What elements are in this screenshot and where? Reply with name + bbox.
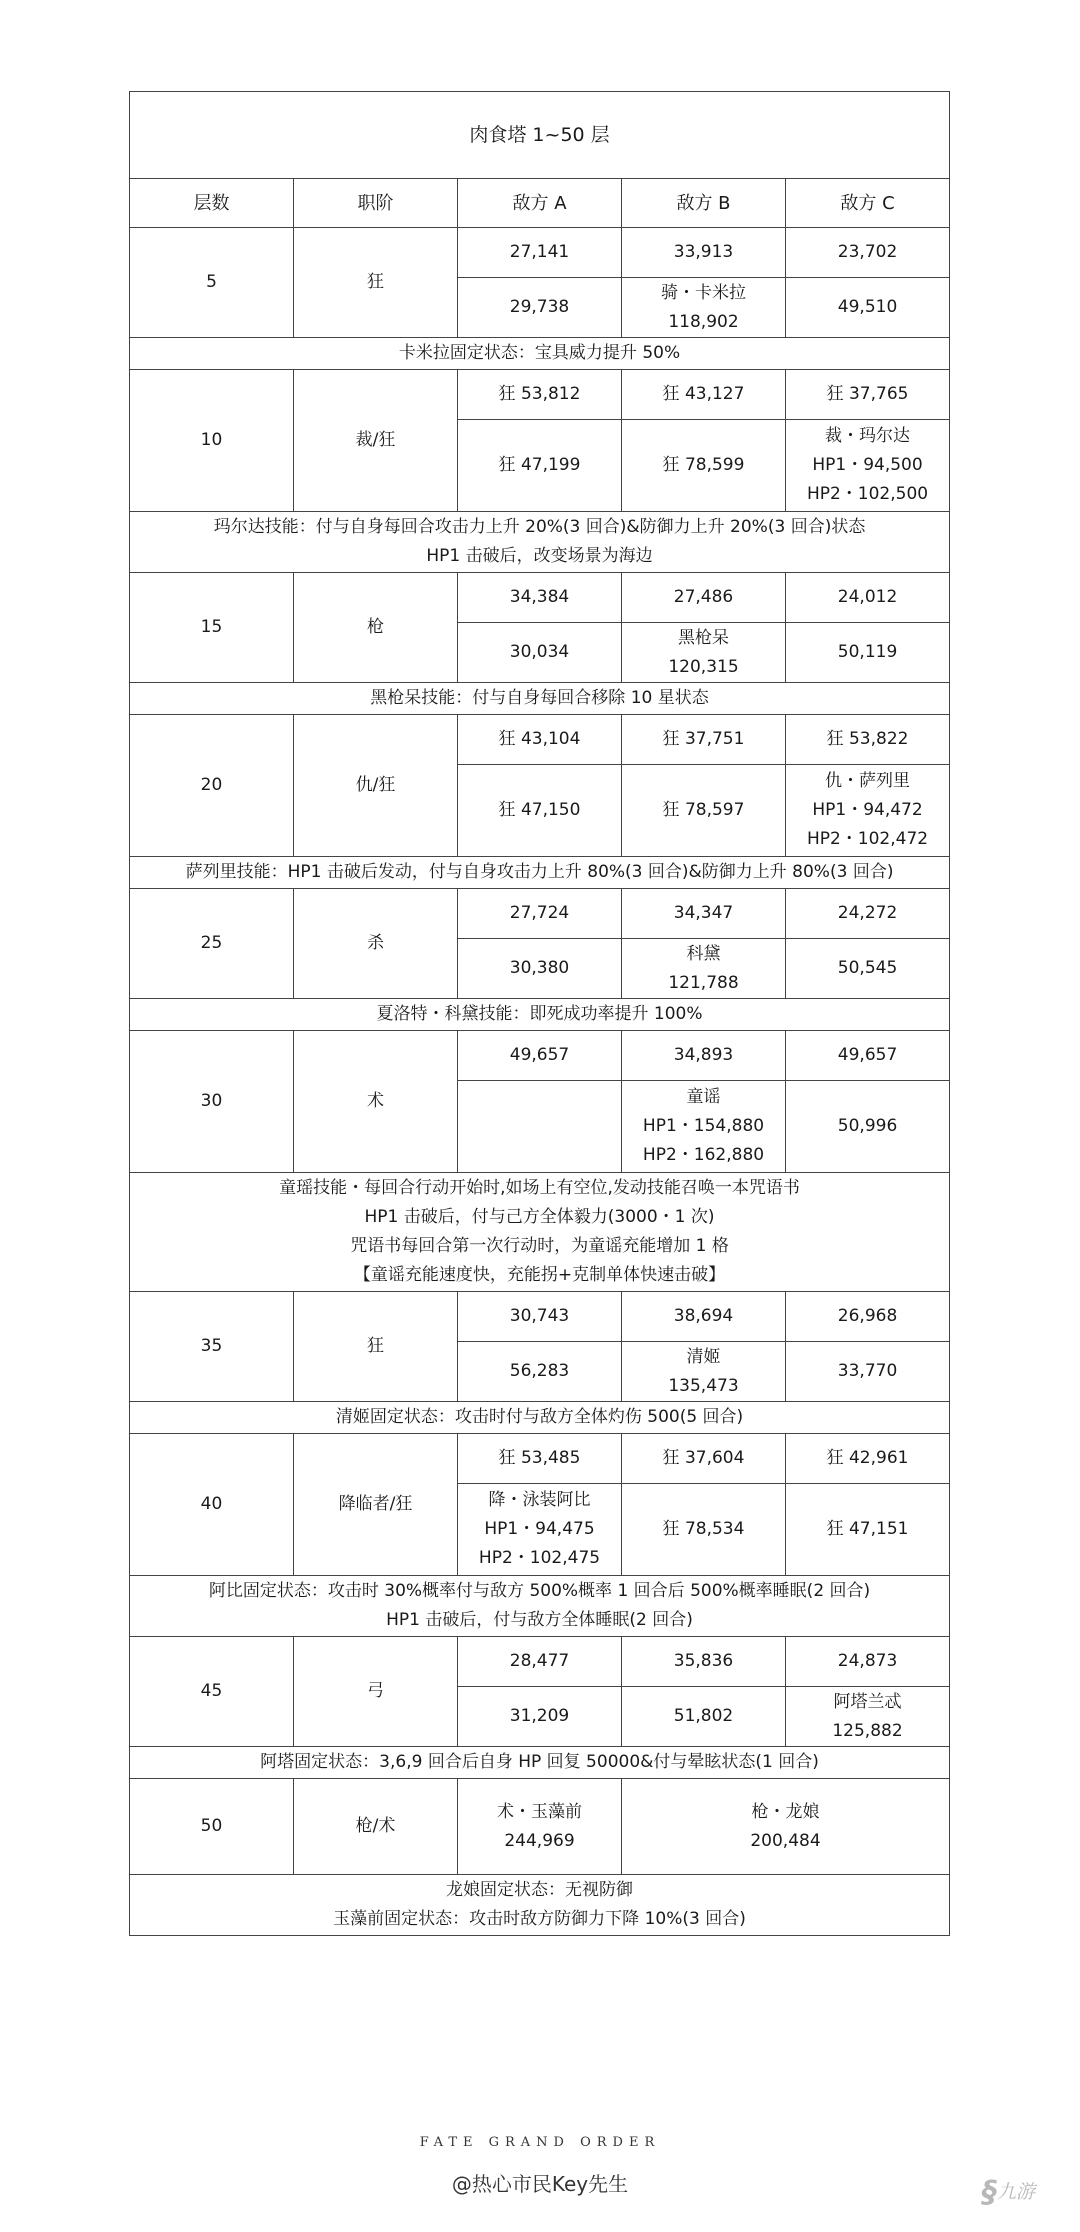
enemy-b-hp: 黑枪呆 120,315 bbox=[622, 623, 786, 683]
enemy-a-hp: 狂 47,199 bbox=[458, 420, 622, 512]
enemy-c-hp: 仇・萨列里 HP1・94,472 HP2・102,472 bbox=[786, 765, 950, 857]
note-line: 咒语书每回合第一次行动时，为童谣充能增加 1 格 bbox=[350, 1236, 729, 1256]
enemy-c-hp: 24,012 bbox=[786, 573, 950, 623]
enemy-c-hp: 狂 47,151 bbox=[786, 1484, 950, 1576]
note-line: 阿比固定状态：攻击时 30%概率付与敌方 500%概率 1 回合后 500%概率睡眠(2 回合) bbox=[208, 1581, 871, 1601]
enemy-a-hp: 31,209 bbox=[458, 1687, 622, 1747]
enemy-a-hp: 49,657 bbox=[458, 1031, 622, 1081]
floor-class: 术 bbox=[294, 1031, 458, 1173]
floor-class: 杀 bbox=[294, 889, 458, 999]
header-enemy-c: 敌方 C bbox=[786, 179, 950, 228]
floor-row bbox=[130, 370, 950, 420]
floor-row bbox=[130, 889, 950, 939]
enemy-a-hp: 30,034 bbox=[458, 623, 622, 683]
note-line: 【童谣充能速度快，充能拐+克制单体快速击破】 bbox=[353, 1265, 726, 1285]
floor-number: 30 bbox=[130, 1031, 294, 1173]
enemy-c-hp: 33,770 bbox=[786, 1342, 950, 1402]
floor-row bbox=[130, 573, 950, 623]
floor-number: 50 bbox=[130, 1779, 294, 1875]
floor-class: 狂 bbox=[294, 1292, 458, 1402]
table-body bbox=[130, 92, 950, 1936]
floor-number: 20 bbox=[130, 715, 294, 857]
enemy-c-hp: 24,272 bbox=[786, 889, 950, 939]
note-line: HP1 击破后，付与己方全体毅力(3000・1 次) bbox=[364, 1207, 715, 1227]
note-row bbox=[130, 1875, 950, 1936]
note-row bbox=[130, 1173, 950, 1292]
fgo-brand-text: FATE GRAND ORDER bbox=[419, 2135, 661, 2150]
enemy-a-hp: 狂 43,104 bbox=[458, 715, 622, 765]
enemy-a-hp: 降・泳装阿比 HP1・94,475 HP2・102,475 bbox=[458, 1484, 622, 1576]
floor-number: 10 bbox=[130, 370, 294, 512]
floor-number: 25 bbox=[130, 889, 294, 999]
note-line: 玛尔达技能：付与自身每回合攻击力上升 20%(3 回合)&防御力上升 20%(3 回合)状态 bbox=[213, 517, 866, 537]
enemy-a-hp: 30,743 bbox=[458, 1292, 622, 1342]
note-line: 玉藻前固定状态：攻击时敌方防御力下降 10%(3 回合) bbox=[333, 1909, 746, 1929]
title-row bbox=[130, 92, 950, 179]
floor-note bbox=[130, 857, 950, 889]
note-line: 黑枪呆技能：付与自身每回合移除 10 星状态 bbox=[370, 688, 709, 708]
floor-row bbox=[130, 715, 950, 765]
floor-number: 35 bbox=[130, 1292, 294, 1402]
enemy-b-hp: 骑・卡米拉 118,902 bbox=[622, 278, 786, 338]
note-line: 萨列里技能：HP1 击破后发动，付与自身攻击力上升 80%(3 回合)&防御力上升 80%(3 回合) bbox=[185, 862, 894, 882]
floor-note bbox=[130, 683, 950, 715]
author-handle: @热心市民Key先生 bbox=[451, 2172, 629, 2196]
enemy-b-hp: 51,802 bbox=[622, 1687, 786, 1747]
floor-class: 枪/术 bbox=[294, 1779, 458, 1875]
enemy-a-hp: 术・玉藻前 244,969 bbox=[458, 1779, 622, 1875]
enemy-c-hp: 26,968 bbox=[786, 1292, 950, 1342]
note-line: 童瑶技能・每回合行动开始时,如场上有空位,发动技能召唤一本咒语书 bbox=[279, 1178, 800, 1198]
enemy-b-hp: 狂 37,604 bbox=[622, 1434, 786, 1484]
note-row bbox=[130, 1576, 950, 1637]
floor-row bbox=[130, 1637, 950, 1687]
note-line: 夏洛特・科黛技能：即死成功率提升 100% bbox=[376, 1004, 703, 1024]
enemy-b-hp: 狂 78,534 bbox=[622, 1484, 786, 1576]
header-row bbox=[130, 179, 950, 228]
floor-class: 狂 bbox=[294, 228, 458, 338]
header-floor: 层数 bbox=[130, 179, 294, 228]
enemy-c-hp: 阿塔兰忒 125,882 bbox=[786, 1687, 950, 1747]
enemy-b-hp: 清姬 135,473 bbox=[622, 1342, 786, 1402]
watermark-text: 九游 bbox=[997, 2181, 1036, 2203]
note-line: 清姬固定状态：攻击时付与敌方全体灼伤 500(5 回合) bbox=[335, 1407, 744, 1427]
enemy-a-hp: 29,738 bbox=[458, 278, 622, 338]
note-row bbox=[130, 999, 950, 1031]
floor-note bbox=[130, 1402, 950, 1434]
note-line: 卡米拉固定状态：宝具威力提升 50% bbox=[398, 343, 681, 363]
enemy-a-hp: 27,141 bbox=[458, 228, 622, 278]
floor-row bbox=[130, 1779, 950, 1875]
floor-number: 45 bbox=[130, 1637, 294, 1747]
note-line: HP1 击破后，改变场景为海边 bbox=[426, 546, 653, 566]
enemy-b-hp: 35,836 bbox=[622, 1637, 786, 1687]
enemy-c-hp: 狂 42,961 bbox=[786, 1434, 950, 1484]
enemy-b-hp: 科黛 121,788 bbox=[622, 939, 786, 999]
enemy-c-hp: 裁・玛尔达 HP1・94,500 HP2・102,500 bbox=[786, 420, 950, 512]
header-class: 职阶 bbox=[294, 179, 458, 228]
enemy-c-hp: 狂 53,822 bbox=[786, 715, 950, 765]
floor-row bbox=[130, 228, 950, 278]
floor-class: 裁/狂 bbox=[294, 370, 458, 512]
enemy-b-hp: 童谣 HP1・154,880 HP2・162,880 bbox=[622, 1081, 786, 1173]
floor-note bbox=[130, 512, 950, 573]
floor-class: 仇/狂 bbox=[294, 715, 458, 857]
floor-note bbox=[130, 1576, 950, 1637]
enemy-c-hp: 50,545 bbox=[786, 939, 950, 999]
enemy-c-hp: 狂 37,765 bbox=[786, 370, 950, 420]
enemy-b-hp: 38,694 bbox=[622, 1292, 786, 1342]
floor-note bbox=[130, 1173, 950, 1292]
note-row bbox=[130, 1402, 950, 1434]
enemy-c-hp: 50,119 bbox=[786, 623, 950, 683]
floor-number: 5 bbox=[130, 228, 294, 338]
header-enemy-a: 敌方 A bbox=[458, 179, 622, 228]
enemy-a-hp: 狂 47,150 bbox=[458, 765, 622, 857]
watermark-logo bbox=[982, 2175, 1052, 2215]
header-enemy-b: 敌方 B bbox=[622, 179, 786, 228]
enemy-c-hp: 50,996 bbox=[786, 1081, 950, 1173]
floor-row bbox=[130, 1031, 950, 1081]
enemy-b-hp: 34,893 bbox=[622, 1031, 786, 1081]
enemy-c-hp: 49,510 bbox=[786, 278, 950, 338]
swirl-icon: § bbox=[982, 2175, 997, 2210]
enemy-a-hp: 28,477 bbox=[458, 1637, 622, 1687]
enemy-b-hp: 狂 43,127 bbox=[622, 370, 786, 420]
enemy-a-hp: 56,283 bbox=[458, 1342, 622, 1402]
floor-number: 15 bbox=[130, 573, 294, 683]
floor-row bbox=[130, 1434, 950, 1484]
enemy-a-hp: 狂 53,812 bbox=[458, 370, 622, 420]
enemy-b-hp: 27,486 bbox=[622, 573, 786, 623]
tower-table bbox=[129, 91, 950, 1936]
enemy-a-hp bbox=[458, 1081, 622, 1173]
note-row bbox=[130, 512, 950, 573]
enemy-b-hp: 33,913 bbox=[622, 228, 786, 278]
note-row bbox=[130, 857, 950, 889]
enemy-b-hp: 狂 37,751 bbox=[622, 715, 786, 765]
enemy-c-hp: 24,873 bbox=[786, 1637, 950, 1687]
enemy-a-hp: 30,380 bbox=[458, 939, 622, 999]
enemy-a-hp: 27,724 bbox=[458, 889, 622, 939]
enemy-b-hp: 狂 78,599 bbox=[622, 420, 786, 512]
note-line: 龙娘固定状态：无视防御 bbox=[446, 1880, 634, 1900]
enemy-b-hp: 狂 78,597 bbox=[622, 765, 786, 857]
enemy-b-hp: 枪・龙娘 200,484 bbox=[622, 1779, 950, 1875]
enemy-a-hp: 34,384 bbox=[458, 573, 622, 623]
floor-note bbox=[130, 999, 950, 1031]
enemy-c-hp: 23,702 bbox=[786, 228, 950, 278]
note-row bbox=[130, 338, 950, 370]
floor-class: 枪 bbox=[294, 573, 458, 683]
note-row bbox=[130, 683, 950, 715]
floor-class: 降临者/狂 bbox=[294, 1434, 458, 1576]
enemy-a-hp: 狂 53,485 bbox=[458, 1434, 622, 1484]
table-title: 肉食塔 1~50 层 bbox=[130, 92, 950, 179]
floor-row bbox=[130, 1292, 950, 1342]
note-line: 阿塔固定状态：3,6,9 回合后自身 HP 回复 50000&付与晕眩状态(1 回合) bbox=[260, 1752, 819, 1772]
floor-note bbox=[130, 1747, 950, 1779]
floor-note bbox=[130, 338, 950, 370]
enemy-c-hp: 49,657 bbox=[786, 1031, 950, 1081]
note-line: HP1 击破后，付与敌方全体睡眠(2 回合) bbox=[386, 1610, 693, 1630]
floor-class: 弓 bbox=[294, 1637, 458, 1747]
enemy-b-hp: 34,347 bbox=[622, 889, 786, 939]
floor-note bbox=[130, 1875, 950, 1936]
floor-number: 40 bbox=[130, 1434, 294, 1576]
note-row bbox=[130, 1747, 950, 1779]
